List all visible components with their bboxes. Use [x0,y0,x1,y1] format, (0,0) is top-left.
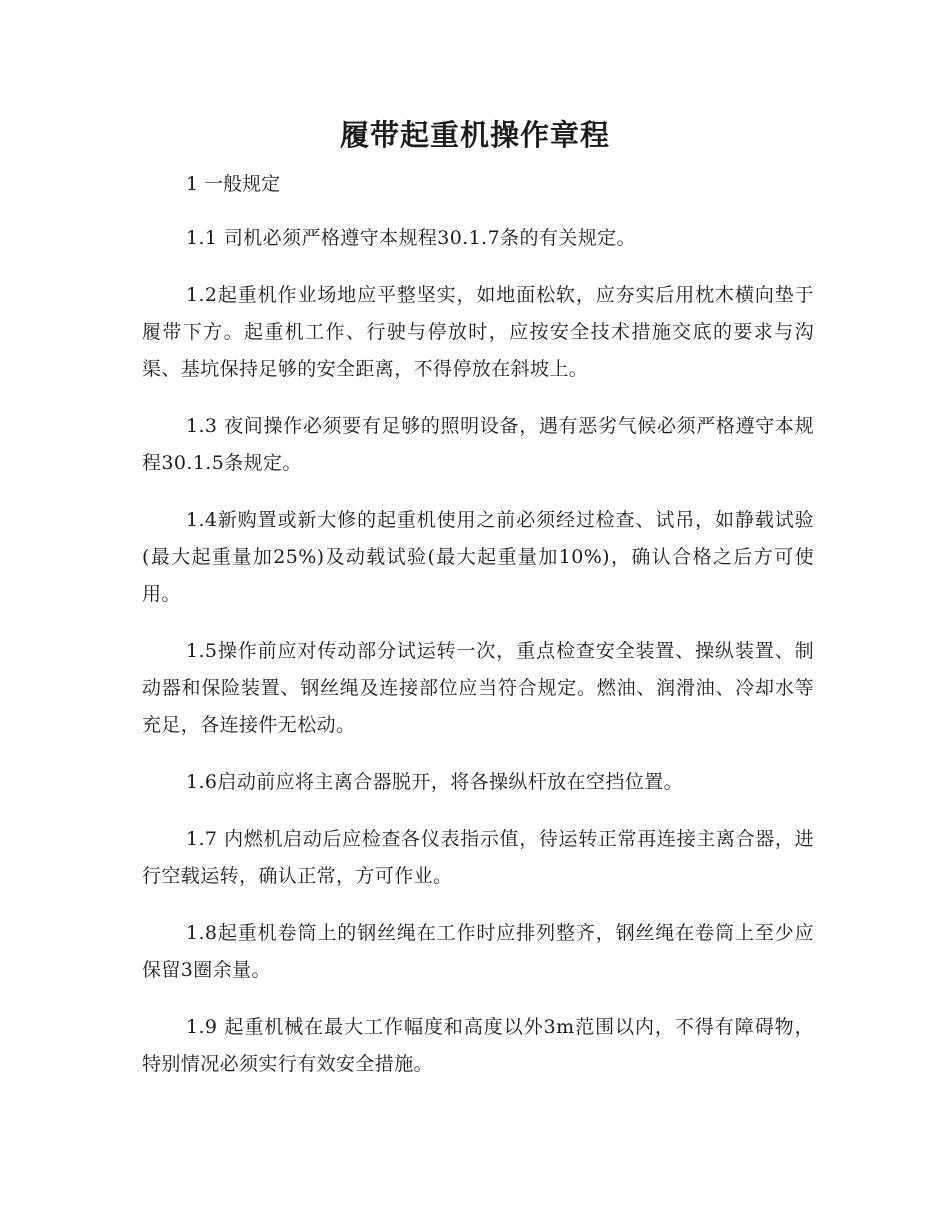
paragraph-1-8: 1.8起重机卷筒上的钢丝绳在工作时应排列整齐，钢丝绳在卷筒上至少应保留3圈余量。 [142,922,814,981]
paragraph-1-7: 1.7 内燃机启动后应检查各仪表指示值，待运转正常再连接主离合器，进行空载运转，确认正常，方可作业。 [142,828,814,887]
paragraph-1-6: 1.6启动前应将主离合器脱开，将各操纵杆放在空挡位置。 [186,771,684,793]
document-body [142,166,814,1083]
document-title: 履带起重机操作章程 [339,118,610,152]
section-heading: 1 一般规定 [186,173,281,195]
paragraph-1-2: 1.2起重机作业场地应平整坚实，如地面松软，应夯实后用枕木横向垫于履带下方。起重机工作、行驶与停放时，应按安全技术措施交底的要求与沟渠、基坑保持足够的安全距离，不得停放在斜坡上。 [142,284,814,380]
paragraph-1-1: 1.1 司机必须严格遵守本规程30.1.7条的有关规定。 [186,227,636,249]
paragraph-1-9: 1.9 起重机械在最大工作幅度和高度以外3m范围以内，不得有障碍物，特别情况必须实行有效安全措施。 [142,1016,814,1075]
paragraph-1-5: 1.5操作前应对传动部分试运转一次，重点检查安全装置、操纵装置、制动器和保险装置、钢丝绳及连接部位应当符合规定。燃油、润滑油、冷却水等充足，各连接件无松动。 [142,640,814,736]
paragraph-1-4: 1.4新购置或新大修的起重机使用之前必须经过检查、试吊，如静载试验(最大起重量加25%)及动载试验(最大起重量加10%)，确认合格之后方可使用。 [142,509,814,605]
paragraph-1-3: 1.3 夜间操作必须要有足够的照明设备，遇有恶劣气候必须严格遵守本规程30.1.5条规定。 [142,415,814,474]
